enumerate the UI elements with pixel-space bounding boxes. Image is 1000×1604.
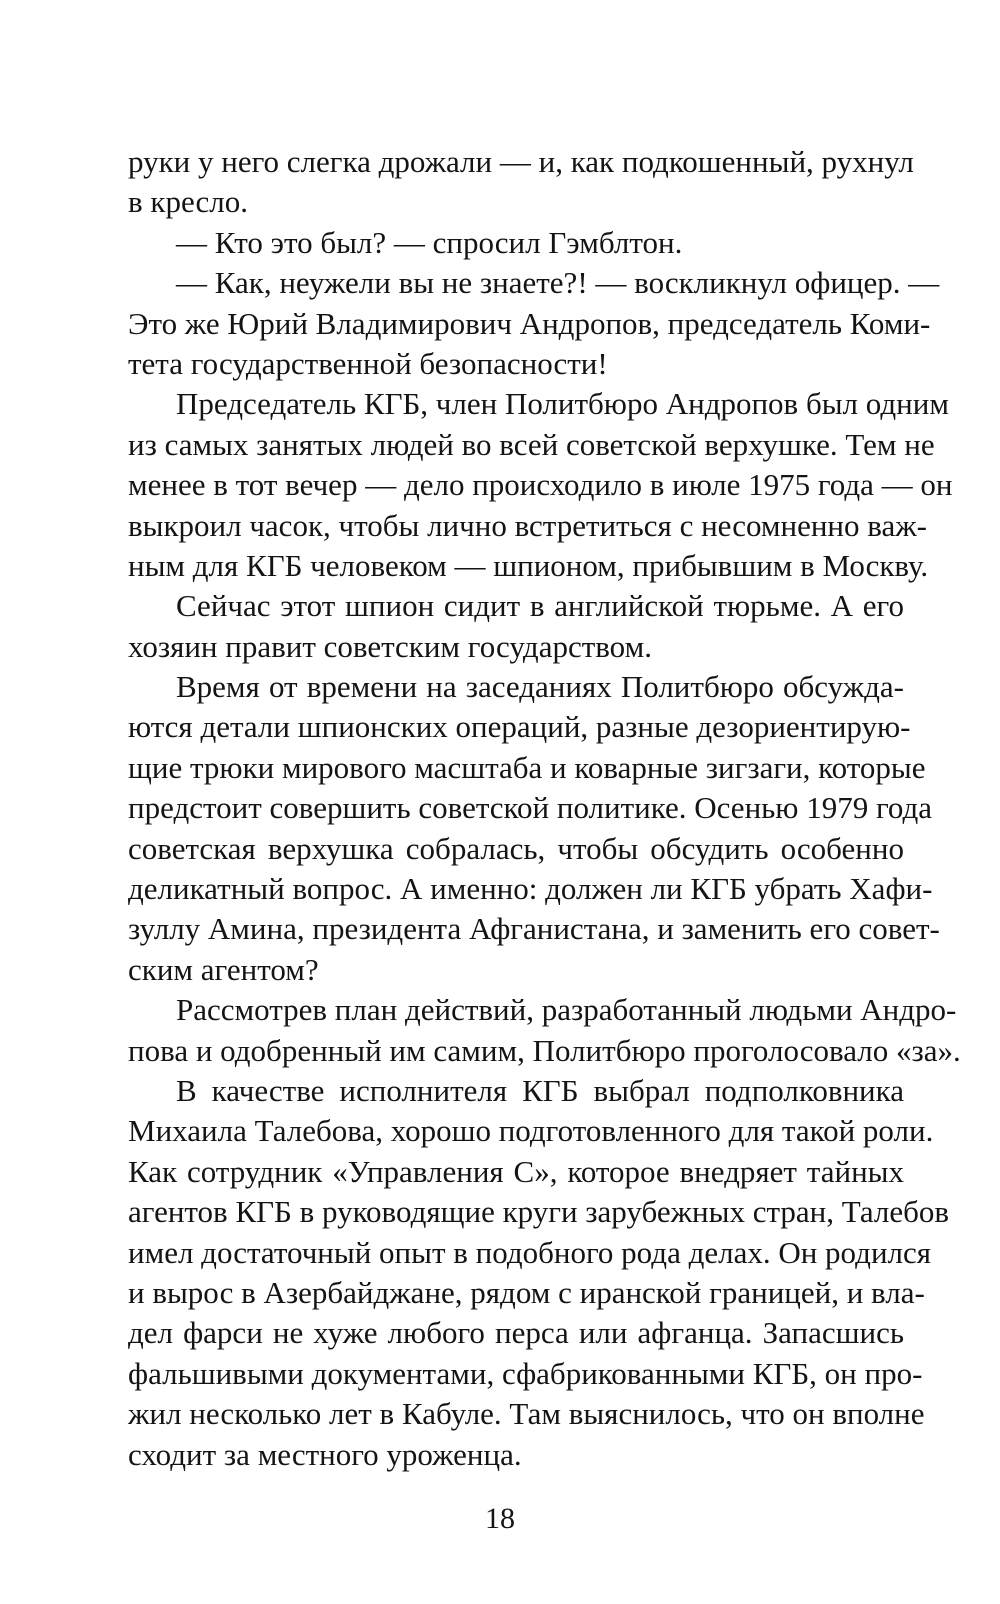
text-line: жил несколько лет в Кабуле. Там выяснилось, что он вполне	[128, 1396, 925, 1432]
text-line: щие трюки мирового масштаба и коварные зигзаги, которые	[128, 749, 926, 785]
text-line: Время от времени на заседаниях Политбюро обсужда-	[176, 669, 904, 705]
text-line: и вырос в Азербайджане, рядом с иранской границей, и вла-	[128, 1274, 925, 1310]
text-line: Это же Юрий Владимирович Андропов, председатель Коми-	[128, 305, 931, 341]
text-line: тета государственной безопасности!	[128, 345, 608, 381]
body-text	[128, 142, 961, 1475]
text-line: в кресло.	[128, 184, 248, 220]
text-line: ются детали шпионских операций, разные дезориентирую-	[128, 709, 911, 745]
text-line: дел фарси не хуже любого перса или афганца. Запасшись	[128, 1315, 904, 1351]
text-line: Как сотрудник «Управления С», которое внедряет тайных	[128, 1153, 904, 1189]
text-line: хозяин правит советским государством.	[128, 628, 652, 664]
text-line: из самых занятых людей во всей советской верхушке. Тем не	[128, 426, 935, 462]
text-line: ским агентом?	[128, 951, 319, 987]
text-line: Председатель КГБ, член Политбюро Андропов был одним	[176, 386, 949, 422]
text-line: советская верхушка собралась, чтобы обсудить особенно	[128, 830, 904, 866]
text-line: деликатный вопрос. А именно: должен ли КГБ убрать Хафи-	[128, 871, 933, 907]
text-line: Сейчас этот шпион сидит в английской тюрьме. А его	[176, 588, 904, 624]
text-line: ным для КГБ человеком — шпионом, прибывшим в Москву.	[128, 547, 929, 583]
text-line: имел достаточный опыт в подобного рода делах. Он родился	[128, 1234, 932, 1270]
text-line: Михаила Талебова, хорошо подготовленного для такой роли.	[128, 1113, 934, 1149]
text-line: — Как, неужели вы не знаете?! — воскликнул офицер. —	[176, 265, 940, 301]
text-line: зуллу Амина, президента Афганистана, и заменить его совет-	[128, 911, 940, 947]
text-line: предстоит совершить советской политике. Осенью 1979 года	[128, 790, 933, 826]
text-line: пова и одобренный им самим, Политбюро проголосовало «за».	[128, 1032, 961, 1068]
text-line: агентов КГБ в руководящие круги зарубежных стран, Талебов	[128, 1194, 950, 1230]
text-line: — Кто это был? — спросил Гэмблтон.	[176, 224, 683, 260]
text-line: руки у него слегка дрожали — и, как подкошенный, рухнул	[128, 144, 914, 179]
text-line: выкроил часок, чтобы лично встретиться с несомненно важ-	[128, 507, 927, 543]
text-line: Рассмотрев план действий, разработанный людьми Андро-	[176, 992, 957, 1028]
text-line: фальшивыми документами, сфабрикованными КГБ, он про-	[128, 1355, 923, 1391]
text-line: менее в тот вечер — дело происходило в июле 1975 года — он	[128, 467, 953, 503]
page-number: 18	[485, 1502, 515, 1535]
text-line: В качестве исполнителя КГБ выбрал подполковника	[176, 1072, 904, 1108]
text-line: сходит за местного уроженца.	[128, 1436, 522, 1472]
